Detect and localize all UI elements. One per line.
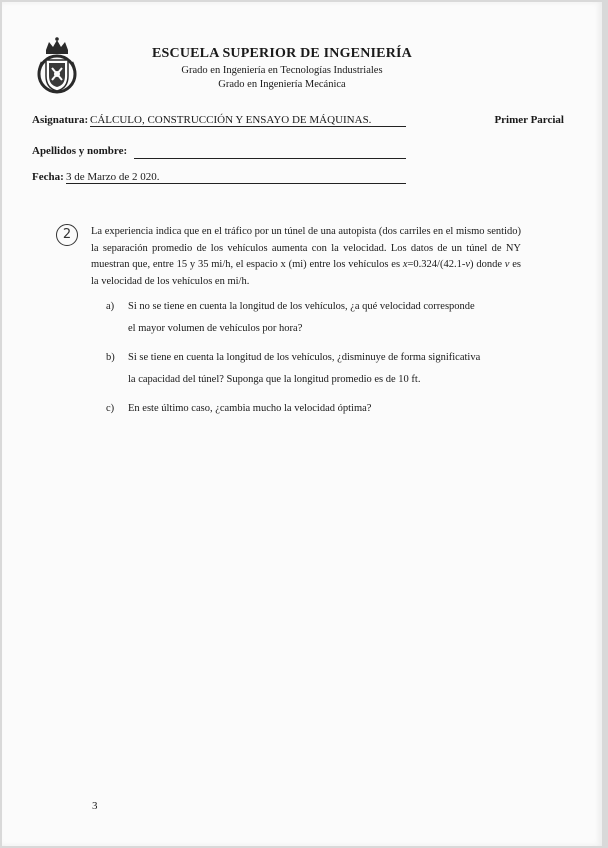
formula-rest: =0.324/(42.1- — [407, 259, 466, 270]
formula-x: x — [402, 259, 408, 270]
degree-line-1: Grado en Ingeniería en Tecnologías Industriales — [181, 65, 383, 76]
date-label: Fecha: — [32, 171, 64, 183]
option-c-letter: c) — [106, 403, 115, 414]
problem-statement — [91, 224, 521, 290]
option-b-line-1: Si se tiene en cuenta la longitud de los vehículos, ¿disminuye de forma significativa — [128, 352, 481, 363]
date-value: 3 de Marzo de 2 020. — [66, 171, 160, 183]
subject-field — [90, 114, 406, 127]
option-a-line-2: el mayor volumen de vehículos por hora? — [128, 323, 303, 334]
option-b-letter: b) — [106, 352, 115, 363]
option-c-text — [128, 398, 518, 420]
subject-label: Asignatura: — [32, 114, 89, 126]
option-c-line-1: En este último caso, ¿cambia mucho la velocidad óptima? — [128, 403, 372, 414]
formula-close: ) — [470, 259, 474, 270]
exam-type: Primer Parcial — [494, 114, 564, 126]
name-field[interactable] — [134, 145, 406, 159]
subject-value: CÁLCULO, CONSTRUCCIÓN Y ENSAYO DE MÁQUINAS. — [90, 114, 372, 126]
statement-part-c: es la velocidad de los vehículos en mi/h. — [91, 259, 521, 287]
problem-number-circle: 2 — [56, 224, 78, 246]
option-a-letter: a) — [106, 301, 115, 312]
option-a-text — [128, 296, 518, 340]
name-label: Apellidos y nombre: — [32, 145, 128, 157]
option-b-text — [128, 347, 518, 391]
formula-v: v — [465, 259, 471, 270]
statement-part-a: La experiencia indica que en el tráfico por un túnel de una autopista (dos carriles en el mismo sentido) la separación promedio de los vehículos aumenta con la velocidad. Los datos de un túnel de NY muestran que, entre 15 y 35 mi/h, el espacio x (mi) entre los vehículos es — [91, 226, 521, 270]
exam-sheet — [2, 2, 602, 846]
university-crest-icon — [32, 36, 82, 96]
page-number: 3 — [92, 800, 98, 812]
variable-v: v — [504, 259, 510, 270]
school-title: ESCUELA SUPERIOR DE INGENIERÍA — [151, 46, 412, 61]
date-field — [66, 171, 406, 184]
statement-part-b: donde — [473, 259, 505, 270]
degree-line-2: Grado en Ingeniería Mecánica — [218, 79, 346, 90]
option-a-line-1: Si no se tiene en cuenta la longitud de los vehículos, ¿a qué velocidad corresponde — [128, 301, 475, 312]
option-b-line-2: la capacidad del túnel? Suponga que la longitud promedio es de 10 ft. — [128, 374, 421, 385]
